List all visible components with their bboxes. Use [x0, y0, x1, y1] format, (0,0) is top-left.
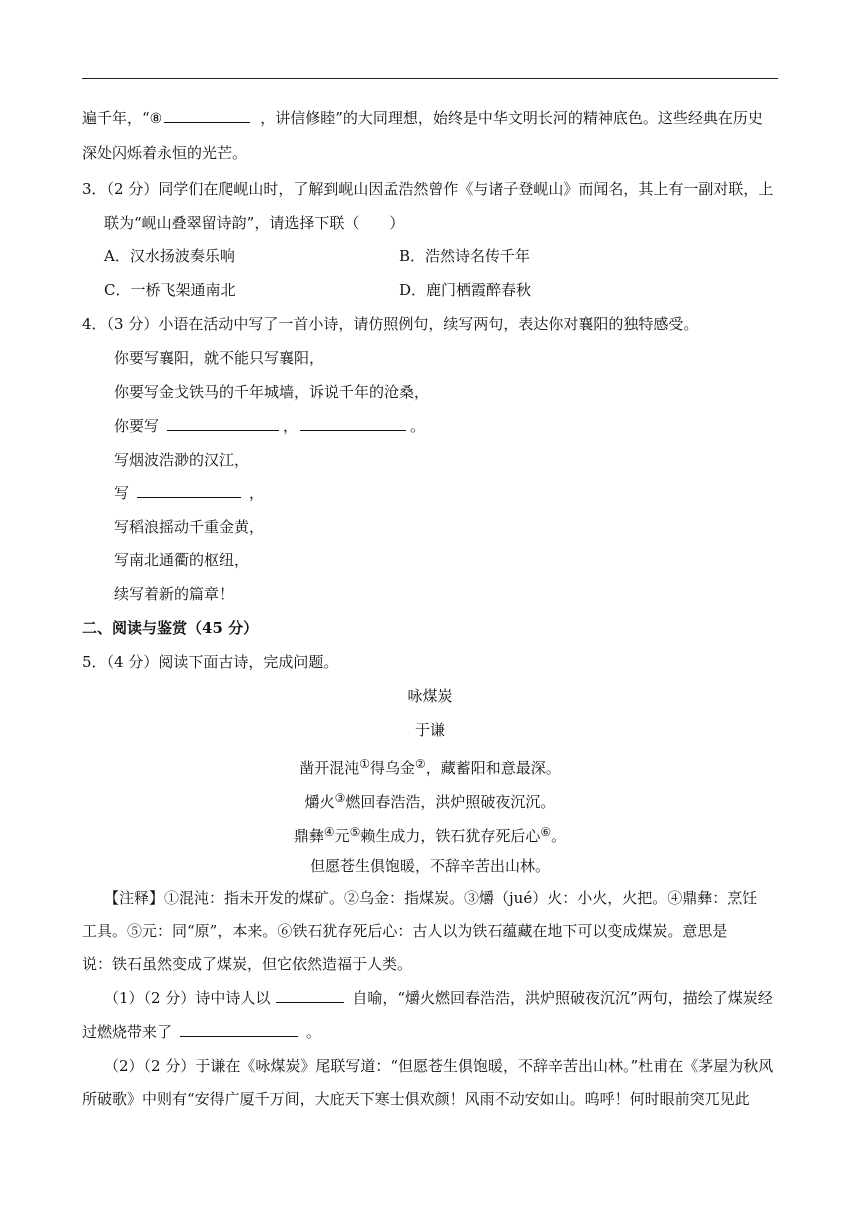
poem-line-5: 写 ， — [114, 484, 265, 502]
poem-title: 咏煤炭 — [407, 687, 453, 705]
section-heading: 二、阅读与鉴赏（45 分） — [82, 619, 259, 637]
fill-blank-4-3[interactable] — [137, 483, 241, 498]
verse-1: 凿开混沌①得乌金②，藏蓄阳和意最深。 — [299, 757, 561, 777]
verse-3: 鼎彝④元⑤赖生成力，铁石犹存死后心⑥。 — [293, 825, 567, 845]
annotation-line-3: 说：铁石虽然变成了煤炭，但它依然造福于人类。 — [82, 955, 413, 973]
option-a[interactable]: A．汉水扬波奏乐响 — [104, 247, 235, 265]
note-ref-3: ③ — [334, 791, 346, 805]
verse-4: 但愿苍生俱饱暖，不辞辛苦出山林。 — [309, 857, 550, 875]
poem-line-2: 你要写金戈铁马的千年城墙，诉说千年的沧桑， — [114, 383, 430, 401]
question-3-stem-line-1: 3．（2 分）同学们在爬岘山时，了解到岘山因孟浩然曾作《与诸子登岘山》而闻名，其上有一副对联，上 — [82, 180, 774, 198]
poem-line-3: 你要写 ， 。 — [114, 417, 426, 435]
subquestion-1-line-1: （1）（2 分）诗中诗人以 自喻，“爝火燃回春浩浩，洪炉照破夜沉沉”两句，描绘了煤炭经 — [104, 989, 773, 1007]
note-ref-6: ⑥ — [540, 825, 552, 839]
option-c[interactable]: C．一桥飞架通南北 — [104, 281, 236, 299]
verse-2: 爝火③燃回春浩浩，洪炉照破夜沉沉。 — [304, 791, 556, 811]
fill-blank-8[interactable] — [164, 108, 250, 123]
continued-paragraph-line-2: 深处闪烁着永恒的光芒。 — [82, 144, 248, 162]
question-5-stem: 5．（4 分）阅读下面古诗，完成问题。 — [82, 653, 339, 671]
poem-line-8: 续写着新的篇章！ — [114, 585, 235, 603]
fill-blank-4-2[interactable] — [300, 416, 406, 431]
fill-blank-5-2[interactable] — [180, 1022, 298, 1037]
subquestion-1-line-2: 过燃烧带来了 。 — [82, 1023, 322, 1041]
question-4-stem: 4．（3 分）小语在活动中写了一首小诗，请仿照例句，续写两句，表达你对襄阳的独特感受。 — [82, 315, 699, 333]
note-ref-5: ⑤ — [349, 825, 361, 839]
continued-paragraph-line-1: 遍千年，“⑧ ，讲信修睦”的大同理想，始终是中华文明长河的精神底色。这些经典在历史 — [82, 109, 763, 127]
fill-blank-4-1[interactable] — [167, 416, 279, 431]
note-ref-2: ② — [415, 757, 426, 771]
option-d[interactable]: D．鹿门栖霞醉春秋 — [399, 281, 532, 299]
note-ref-4: ④ — [323, 825, 335, 839]
fill-blank-5-1[interactable] — [276, 988, 344, 1003]
annotation-line-2: 工具。⑤元：同“原”，本来。⑥铁石犹存死后心：古人以为铁石蕴藏在地下可以变成煤炭。意思是 — [82, 922, 728, 940]
poem-line-6: 写稻浪摇动千重金黄， — [114, 518, 265, 536]
poem-line-4: 写烟波浩渺的汉江， — [114, 451, 250, 469]
header-rule — [82, 78, 778, 79]
poem-line-7: 写南北通衢的枢纽， — [114, 551, 250, 569]
circled-number-8: ⑧ — [149, 111, 163, 127]
note-ref-1: ① — [359, 757, 370, 771]
question-3-stem-line-2: 联为“岘山叠翠留诗韵”，请选择下联（ ） — [104, 214, 405, 232]
poem-author: 于谦 — [414, 721, 445, 739]
poem-line-1: 你要写襄阳，就不能只写襄阳， — [114, 349, 325, 367]
subquestion-2-line-2: 所破歌》中则有“安得广厦千万间，大庇天下寒士俱欢颜！风雨不动安如山。呜呼！何时眼前突兀见此 — [82, 1090, 750, 1108]
option-b[interactable]: B．浩然诗名传千年 — [399, 247, 531, 265]
subquestion-2-line-1: （2）（2 分）于谦在《咏煤炭》尾联写道：“但愿苍生俱饱暖，不辞辛苦出山林。”杜甫在《茅屋为秋风 — [104, 1057, 774, 1075]
annotation-line-1: 【注释】①混沌：指未开发的煤矿。②乌金：指煤炭。③爝（jué）火：小火，火把。④鼎彝：烹饪 — [104, 889, 758, 907]
